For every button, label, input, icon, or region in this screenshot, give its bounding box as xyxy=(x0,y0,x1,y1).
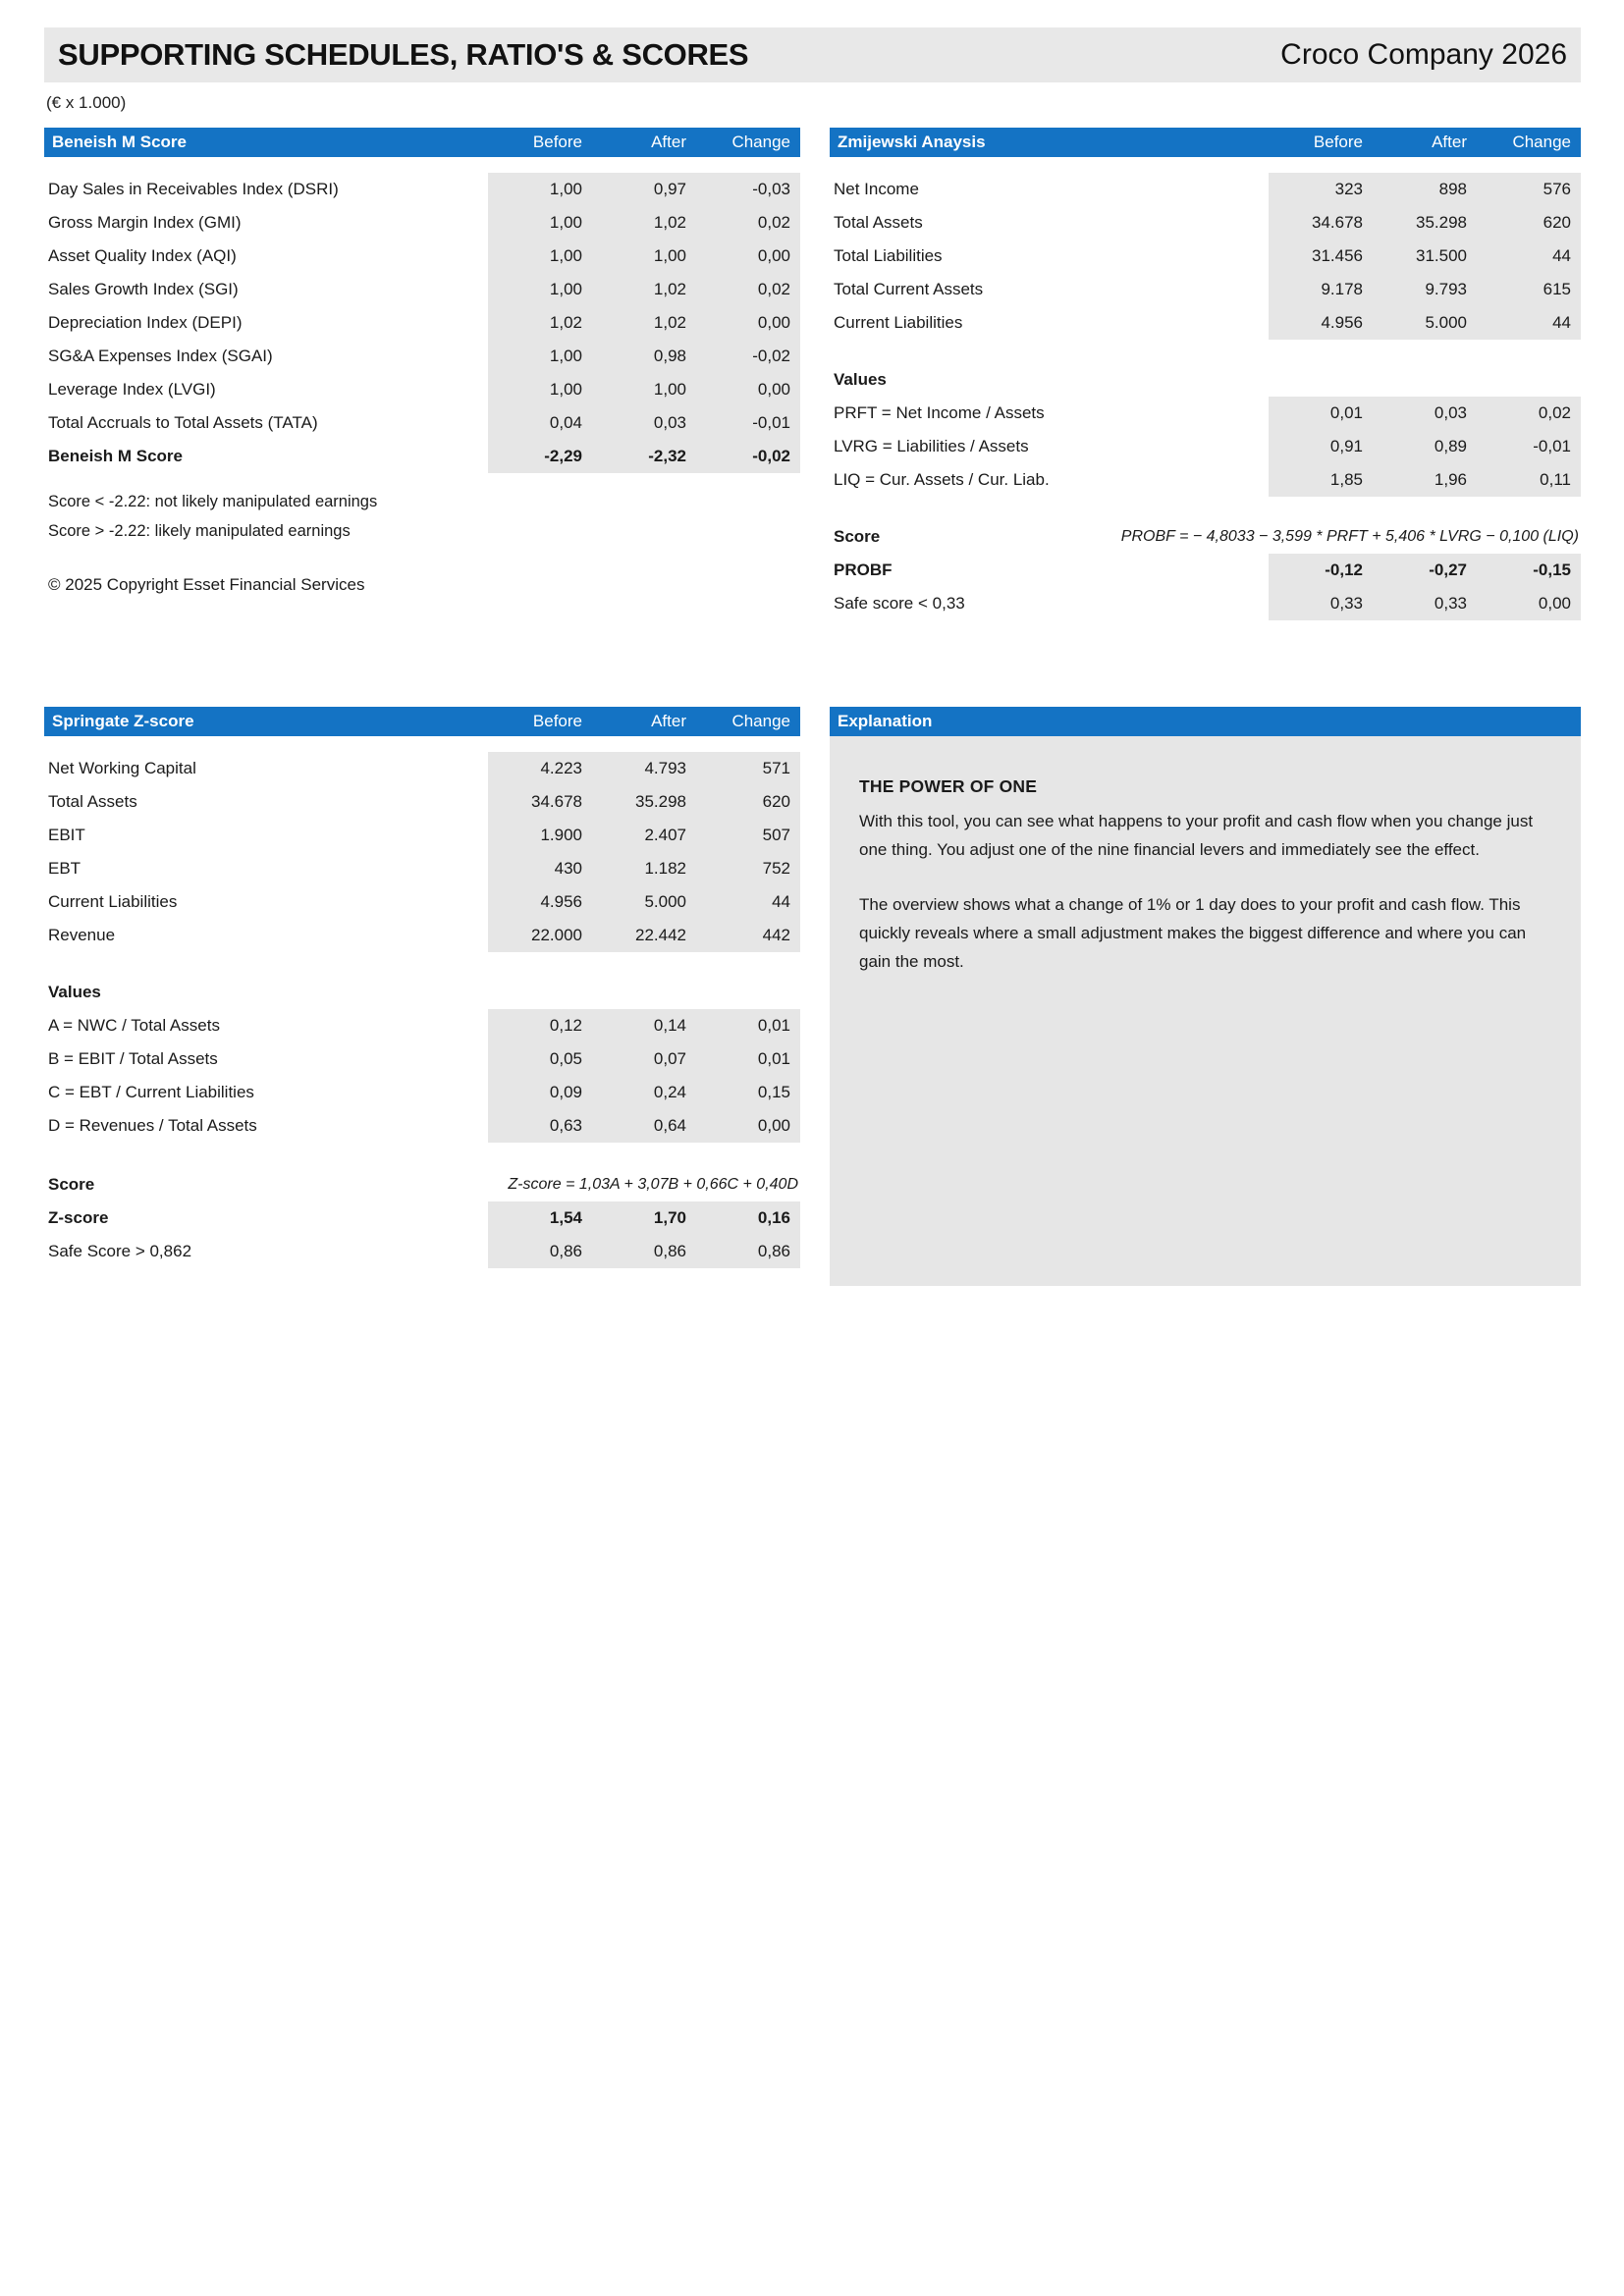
zmijewski-values-rows xyxy=(830,397,1581,497)
zmijewski-score-row xyxy=(830,554,1581,587)
row-value-after: 1,96 xyxy=(1434,470,1467,489)
springate-score-label: Score xyxy=(48,1175,95,1194)
beneish-column-headers xyxy=(488,128,800,157)
springate-row xyxy=(44,752,800,785)
row-value-before: 0,12 xyxy=(549,1016,582,1035)
explanation-header xyxy=(830,707,1581,736)
row-value-before: 323 xyxy=(1334,180,1363,198)
row-value-after: 0,07 xyxy=(653,1049,686,1068)
row-value-after: 0,03 xyxy=(653,413,686,432)
row-label: Total Current Assets xyxy=(834,280,984,298)
explanation-heading-label: Explanation xyxy=(838,712,933,730)
row-value-before: 4.956 xyxy=(540,892,582,911)
row-label: PROBF xyxy=(834,561,893,579)
row-value-change: 0,86 xyxy=(757,1242,790,1260)
row-label: Safe score < 0,33 xyxy=(834,594,965,613)
row-value-before: 1,00 xyxy=(549,280,582,298)
row-label: Asset Quality Index (AQI) xyxy=(48,246,237,265)
row-value-after: -0,27 xyxy=(1429,561,1467,579)
column-header-before: Before xyxy=(532,133,582,151)
row-label: PRFT = Net Income / Assets xyxy=(834,403,1045,422)
row-value-change: 615 xyxy=(1543,280,1571,298)
row-label: Current Liabilities xyxy=(48,892,178,911)
row-value-before: 1,85 xyxy=(1329,470,1363,489)
springate-heading-label: Springate Z-score xyxy=(52,712,194,730)
row-value-before: 1,00 xyxy=(549,180,582,198)
row-value-before: 0,01 xyxy=(1329,403,1363,422)
column-header-change: Change xyxy=(1512,133,1571,151)
row-value-after: 5.000 xyxy=(644,892,686,911)
springate-value-row xyxy=(44,1042,800,1076)
row-value-before: 0,09 xyxy=(549,1083,582,1101)
row-value-change: -0,02 xyxy=(752,447,790,465)
row-label: Total Assets xyxy=(48,792,137,811)
zmijewski-row xyxy=(830,306,1581,340)
row-value-change: 0,00 xyxy=(1538,594,1571,613)
row-value-change: 442 xyxy=(762,926,790,944)
beneish-row xyxy=(44,240,800,273)
springate-value-row xyxy=(44,1076,800,1109)
row-label: Net Income xyxy=(834,180,919,198)
row-value-after: 1,70 xyxy=(653,1208,686,1227)
row-value-after: 1,02 xyxy=(653,280,686,298)
row-value-before: 0,33 xyxy=(1329,594,1363,613)
springate-row xyxy=(44,785,800,819)
row-value-after: 22.442 xyxy=(635,926,686,944)
zmijewski-value-row xyxy=(830,463,1581,497)
beneish-panel xyxy=(44,128,800,595)
row-value-change: -0,01 xyxy=(752,413,790,432)
beneish-row xyxy=(44,440,800,473)
springate-score-block xyxy=(44,1168,800,1268)
zmijewski-heading-label: Zmijewski Anaysis xyxy=(838,133,986,151)
springate-row xyxy=(44,852,800,885)
zmijewski-value-row xyxy=(830,397,1581,430)
row-label: Z-score xyxy=(48,1208,109,1227)
row-label: Gross Margin Index (GMI) xyxy=(48,213,242,232)
row-label: SG&A Expenses Index (SGAI) xyxy=(48,347,273,365)
zmijewski-column-headers xyxy=(1269,128,1581,157)
row-value-after: 35.298 xyxy=(1416,213,1467,232)
row-label: Current Liabilities xyxy=(834,313,963,332)
row-value-before: 1,00 xyxy=(549,213,582,232)
row-value-before: 0,63 xyxy=(549,1116,582,1135)
row-value-change: 44 xyxy=(1552,246,1571,265)
row-value-before: 4.223 xyxy=(540,759,582,777)
explanation-paragraph-1: With this tool, you can see what happens to your profit and cash flow when you change just one thing. You adjust one of the nine financial levers and immediately see the effect. xyxy=(859,812,1534,860)
copyright-text: © 2025 Copyright Esset Financial Services xyxy=(48,575,365,594)
springate-score-row xyxy=(44,1235,800,1268)
springate-formula: Z-score = 1,03A + 3,07B + 0,66C + 0,40D xyxy=(508,1176,798,1193)
row-value-before: 1,00 xyxy=(549,246,582,265)
page-title-band xyxy=(44,27,1581,82)
zmijewski-score-formula-row xyxy=(830,520,1581,554)
row-label: LVRG = Liabilities / Assets xyxy=(834,437,1029,455)
row-value-after: 2.407 xyxy=(644,826,686,844)
row-value-change: -0,03 xyxy=(752,180,790,198)
row-value-before: 430 xyxy=(554,859,582,878)
row-value-change: 0,00 xyxy=(757,313,790,332)
row-value-change: -0,15 xyxy=(1533,561,1571,579)
column-header-before: Before xyxy=(532,712,582,730)
beneish-row xyxy=(44,373,800,406)
row-label: Beneish M Score xyxy=(48,447,183,465)
row-value-change: 507 xyxy=(762,826,790,844)
row-value-before: 34.678 xyxy=(1312,213,1363,232)
row-value-after: 1,02 xyxy=(653,213,686,232)
zmijewski-row xyxy=(830,173,1581,206)
springate-values-rows xyxy=(44,1009,800,1143)
row-value-change: -0,02 xyxy=(752,347,790,365)
row-value-before: 22.000 xyxy=(531,926,582,944)
springate-column-headers xyxy=(488,707,800,736)
row-value-change: 576 xyxy=(1543,180,1571,198)
beneish-row xyxy=(44,340,800,373)
row-value-before: 9.178 xyxy=(1321,280,1363,298)
row-value-after: 35.298 xyxy=(635,792,686,811)
row-value-after: 0,24 xyxy=(653,1083,686,1101)
row-value-after: 1,00 xyxy=(653,380,686,399)
row-value-change: 0,00 xyxy=(757,1116,790,1135)
row-value-after: 1,02 xyxy=(653,313,686,332)
row-value-change: 0,00 xyxy=(757,246,790,265)
zmijewski-formula: PROBF = − 4,8033 − 3,599 * PRFT + 5,406 * LVRG − 0,100 (LIQ) xyxy=(1120,528,1579,545)
springate-value-row xyxy=(44,1009,800,1042)
row-value-after: 898 xyxy=(1438,180,1467,198)
beneish-rows xyxy=(44,173,800,473)
row-label: D = Revenues / Total Assets xyxy=(48,1116,257,1135)
page-title: SUPPORTING SCHEDULES, RATIO'S & SCORES xyxy=(58,37,749,72)
row-value-change: 0,01 xyxy=(757,1049,790,1068)
row-value-before: 4.956 xyxy=(1321,313,1363,332)
row-value-after: 31.500 xyxy=(1416,246,1467,265)
row-value-change: 0,11 xyxy=(1540,470,1571,489)
row-value-before: 0,91 xyxy=(1329,437,1363,455)
row-value-before: 1,02 xyxy=(549,313,582,332)
row-value-after: 4.793 xyxy=(644,759,686,777)
zmijewski-score-label: Score xyxy=(834,527,881,546)
row-value-before: 0,86 xyxy=(549,1242,582,1260)
row-value-change: 44 xyxy=(772,892,790,911)
row-label: Depreciation Index (DEPI) xyxy=(48,313,243,332)
row-value-change: 0,01 xyxy=(757,1016,790,1035)
row-label: LIQ = Cur. Assets / Cur. Liab. xyxy=(834,470,1050,489)
row-value-change: 0,00 xyxy=(757,380,790,399)
row-value-change: 0,02 xyxy=(757,280,790,298)
beneish-row xyxy=(44,273,800,306)
springate-row xyxy=(44,819,800,852)
row-value-change: 0,02 xyxy=(1538,403,1571,422)
beneish-row xyxy=(44,173,800,206)
row-value-after: -2,32 xyxy=(648,447,686,465)
row-value-before: -2,29 xyxy=(544,447,582,465)
zmijewski-score-block xyxy=(830,520,1581,620)
row-label: Day Sales in Receivables Index (DSRI) xyxy=(48,180,339,198)
zmijewski-row xyxy=(830,206,1581,240)
column-header-after: After xyxy=(1432,133,1467,151)
zmijewski-values-title: Values xyxy=(834,370,887,389)
beneish-note-2: Score > -2.22: likely manipulated earnings xyxy=(48,521,351,540)
zmijewski-row xyxy=(830,273,1581,306)
row-value-change: 752 xyxy=(762,859,790,878)
row-label: C = EBT / Current Liabilities xyxy=(48,1083,254,1101)
column-header-after: After xyxy=(651,133,686,151)
springate-rows xyxy=(44,752,800,952)
row-label: EBIT xyxy=(48,826,85,844)
row-label: Total Liabilities xyxy=(834,246,943,265)
beneish-heading-label: Beneish M Score xyxy=(52,133,187,151)
row-value-change: 0,15 xyxy=(757,1083,790,1101)
units-label: (€ x 1.000) xyxy=(46,93,127,112)
row-value-after: 0,14 xyxy=(653,1016,686,1035)
row-label: Sales Growth Index (SGI) xyxy=(48,280,239,298)
explanation-paragraph-2: The overview shows what a change of 1% or 1 day does to your profit and cash flow. This quickly reveals where a small adjustment makes the biggest difference and where you can gain the most. xyxy=(859,894,1527,972)
row-label: Total Assets xyxy=(834,213,923,232)
explanation-panel xyxy=(830,707,1581,1286)
springate-score-row xyxy=(44,1201,800,1235)
zmijewski-rows xyxy=(830,173,1581,340)
zmijewski-value-row xyxy=(830,430,1581,463)
row-label: B = EBIT / Total Assets xyxy=(48,1049,218,1068)
row-value-before: 1,00 xyxy=(549,347,582,365)
row-value-after: 1,00 xyxy=(653,246,686,265)
springate-panel xyxy=(44,707,800,1268)
springate-score-formula-row xyxy=(44,1168,800,1201)
row-label: A = NWC / Total Assets xyxy=(48,1016,220,1035)
column-header-change: Change xyxy=(731,133,790,151)
row-value-change: 0,16 xyxy=(757,1208,790,1227)
row-value-after: 1.182 xyxy=(644,859,686,878)
beneish-note-1: Score < -2.22: not likely manipulated earnings xyxy=(48,492,378,510)
row-value-after: 0,03 xyxy=(1434,403,1467,422)
column-header-before: Before xyxy=(1313,133,1363,151)
column-header-after: After xyxy=(651,712,686,730)
zmijewski-header xyxy=(830,128,1581,157)
row-value-before: 1,00 xyxy=(549,380,582,399)
row-value-after: 0,89 xyxy=(1434,437,1467,455)
row-value-after: 0,64 xyxy=(653,1116,686,1135)
row-value-change: 0,02 xyxy=(757,213,790,232)
row-value-before: 0,05 xyxy=(549,1049,582,1068)
beneish-row xyxy=(44,406,800,440)
beneish-row xyxy=(44,206,800,240)
springate-value-row xyxy=(44,1109,800,1143)
row-value-change: 44 xyxy=(1552,313,1571,332)
column-header-change: Change xyxy=(731,712,790,730)
row-value-change: 620 xyxy=(1543,213,1571,232)
row-value-after: 9.793 xyxy=(1425,280,1467,298)
row-value-after: 0,33 xyxy=(1434,594,1467,613)
row-value-change: 620 xyxy=(762,792,790,811)
row-label: Leverage Index (LVGI) xyxy=(48,380,216,399)
row-value-change: 571 xyxy=(762,759,790,777)
row-value-before: 1.900 xyxy=(540,826,582,844)
row-value-after: 0,97 xyxy=(653,180,686,198)
row-value-change: -0,01 xyxy=(1533,437,1571,455)
row-value-after: 0,86 xyxy=(653,1242,686,1260)
explanation-body xyxy=(830,736,1581,1286)
row-value-before: 34.678 xyxy=(531,792,582,811)
row-label: Safe Score > 0,862 xyxy=(48,1242,192,1260)
beneish-header xyxy=(44,128,800,157)
row-label: Net Working Capital xyxy=(48,759,196,777)
beneish-row xyxy=(44,306,800,340)
springate-values-title: Values xyxy=(48,983,101,1001)
zmijewski-panel xyxy=(830,128,1581,620)
row-value-before: -0,12 xyxy=(1325,561,1363,579)
row-label: Total Accruals to Total Assets (TATA) xyxy=(48,413,318,432)
row-value-before: 0,04 xyxy=(549,413,582,432)
row-value-before: 1,54 xyxy=(549,1208,582,1227)
row-label: Revenue xyxy=(48,926,116,944)
row-value-after: 0,98 xyxy=(653,347,686,365)
explanation-title: THE POWER OF ONE xyxy=(859,776,1038,796)
company-name: Croco Company 2026 xyxy=(1280,38,1567,71)
zmijewski-score-row xyxy=(830,587,1581,620)
zmijewski-row xyxy=(830,240,1581,273)
row-label: EBT xyxy=(48,859,81,878)
springate-row xyxy=(44,885,800,919)
springate-row xyxy=(44,919,800,952)
row-value-before: 31.456 xyxy=(1312,246,1363,265)
springate-header xyxy=(44,707,800,736)
row-value-after: 5.000 xyxy=(1425,313,1467,332)
